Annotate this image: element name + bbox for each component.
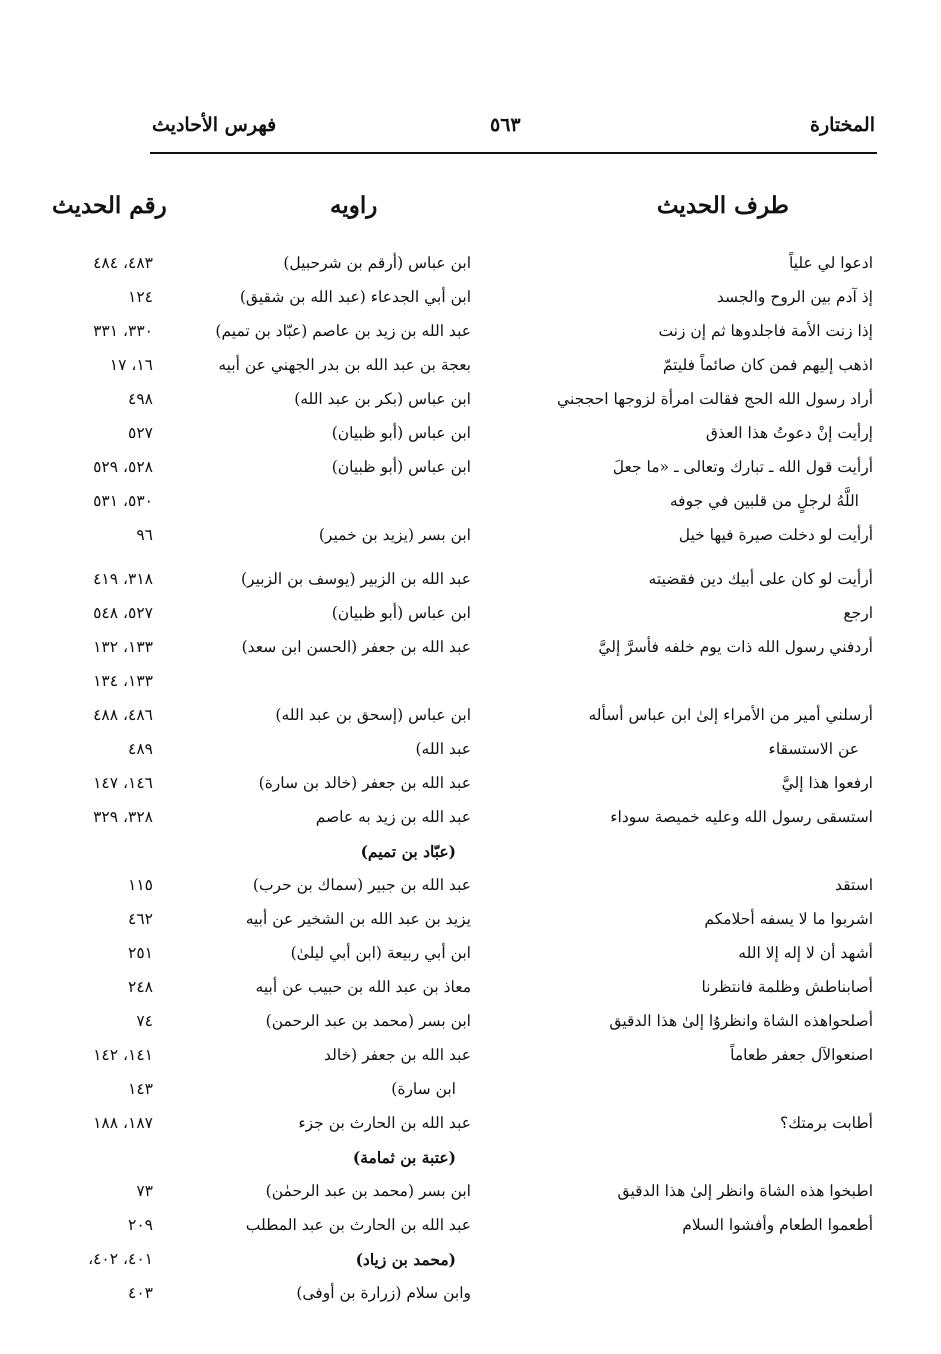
hadith-opening-text: اصنعوالآل جعفر طعاماً: [730, 1046, 873, 1064]
narrator-text: (عتبة بن ثمامة): [352, 1148, 456, 1167]
narrator-text: عبد الله بن زيد بن عاصم (عبّاد بن تميم): [215, 322, 471, 340]
hadith-number: ٤٦٢: [128, 910, 153, 928]
narrator-text: عبد الله): [415, 740, 471, 758]
hadith-number: ٤٨٣، ٤٨٤: [93, 254, 153, 272]
hadith-opening-text: أشهد أن لا إله إلا الله: [738, 944, 873, 962]
hadith-opening-text: أصابناطش وظلمة فانتظرنا: [701, 978, 873, 996]
hadith-number: ٥٢٧: [128, 424, 153, 442]
table-row: [0, 1110, 941, 1144]
hadith-opening-text: أصلحواهذه الشاة وانظرۇا إلىٰ هذا الدقيق: [609, 1012, 873, 1030]
narrator-text: عبد الله بن جعفر (خالد بن سارة): [258, 774, 471, 792]
table-row: [0, 352, 941, 386]
hadith-opening-text: عن الاستسقاء: [768, 740, 859, 758]
hadith-number: ٤٨٩: [128, 740, 153, 758]
narrator-text: ابن عباس (أبو ظبيان): [331, 424, 471, 442]
table-row: [0, 770, 941, 804]
table-row: [0, 600, 941, 634]
hadith-opening-text: اللَّهُ لرجلٍ من قلبين في جوفه: [669, 492, 859, 510]
hadith-opening-text: أرأيت قول الله ـ تبارك وتعالى ـ «ما جعلَ: [612, 458, 873, 476]
hadith-opening-text: ادعوا لي علياً: [788, 254, 873, 272]
hadith-number: ١٢٤: [128, 288, 153, 306]
table-row: [0, 1008, 941, 1042]
table-row: [0, 318, 941, 352]
narrator-text: عبد الله بن زيد به عاصم: [315, 808, 471, 826]
narrator-text: (محمد بن زياد): [355, 1250, 456, 1269]
hadith-opening-text: استسقى رسول الله وعليه خميصة سوداء: [610, 808, 873, 826]
narrator-text: عبد الله بن جبير (سماك بن حرب): [252, 876, 471, 894]
narrator-text: وابن سلام (زرارة بن أوفى): [296, 1284, 471, 1302]
table-row: [0, 668, 941, 702]
hadith-number: ٤٨٦، ٤٨٨: [93, 706, 153, 724]
column-header-hadith: طرف الحديث: [656, 192, 789, 219]
table-row: [0, 702, 941, 736]
table-row: [0, 1042, 941, 1076]
hadith-opening-text: إذا زنت الأمة فاجلدوها ثم إن زنت: [658, 322, 873, 340]
narrator-text: ابن عباس (أبو ظبيان): [331, 458, 471, 476]
column-header-number: رقم الحديث: [52, 192, 167, 219]
narrator-text: عبد الله بن الحارث بن عبد المطلب: [245, 1216, 471, 1234]
hadith-number: ٥٢٨، ٥٢٩: [93, 458, 153, 476]
hadith-opening-text: أردفني رسول الله ذات يوم خلفه فأسرَّ إليَّ: [598, 638, 873, 656]
section-title: فهرس الأحاديث: [152, 114, 277, 136]
table-row: [0, 1246, 941, 1280]
narrator-text: ابن بسر (يزيد بن خمير): [318, 526, 471, 544]
hadith-opening-text: اطبخوا هذه الشاة وانظر إلىٰ هذا الدقيق: [617, 1182, 873, 1200]
hadith-number: ١٤٦، ١٤٧: [93, 774, 153, 792]
narrator-text: ابن بسر (محمد بن عبد الرحمٰن): [265, 1182, 471, 1200]
narrator-text: ابن عباس (أرقم بن شرحبيل): [283, 254, 471, 272]
hadith-number: ٣١٨، ٤١٩: [93, 570, 153, 588]
hadith-opening-text: أرسلني أمير من الأمراء إلىٰ ابن عباس أسأله: [588, 706, 873, 724]
hadith-opening-text: اذهب إليهم فمن كان صائماً فليتمّ: [662, 356, 873, 374]
hadith-number: ٤٠٣: [128, 1284, 153, 1302]
hadith-opening-text: استقد: [835, 876, 873, 894]
table-row: [0, 838, 941, 872]
table-row: [0, 804, 941, 838]
hadith-number: ٢٠٩: [128, 1216, 153, 1234]
narrator-text: عبد الله بن جعفر (الحسن ابن سعد): [241, 638, 471, 656]
narrator-text: يزيد بن عبد الله بن الشخير عن أبيه: [245, 910, 471, 928]
hadith-opening-text: إذ آدم بين الروح والجسد: [716, 288, 873, 306]
hadith-opening-text: أطابت برمتك؟: [780, 1114, 873, 1132]
table-row: [0, 1076, 941, 1110]
hadith-opening-text: ارجع: [843, 604, 873, 622]
table-row: [0, 872, 941, 906]
hadith-number: ٢٤٨: [128, 978, 153, 996]
table-row: [0, 488, 941, 522]
table-row: [0, 522, 941, 556]
hadith-number: ٥٢٧، ٥٤٨: [93, 604, 153, 622]
table-row: [0, 420, 941, 454]
table-row: [0, 634, 941, 668]
table-row: [0, 1144, 941, 1178]
hadith-opening-text: أطعموا الطعام وأفشوا السلام: [682, 1216, 873, 1234]
hadith-number: ٥٣٠، ٥٣١: [93, 492, 153, 510]
narrator-text: ابن بسر (محمد بن عبد الرحمن): [265, 1012, 471, 1030]
column-header-narrator: راويه: [330, 192, 378, 219]
table-row: [0, 386, 941, 420]
hadith-number: ١٣٣، ١٣٢: [93, 638, 153, 656]
table-row: [0, 454, 941, 488]
narrator-text: ابن عباس (إسحق بن عبد الله): [275, 706, 471, 724]
narrator-text: عبد الله بن الزبير (يوسف بن الزبير): [240, 570, 471, 588]
hadith-opening-text: اشربوا ما لا يسفه أحلامكم: [704, 910, 873, 928]
table-row: [0, 1178, 941, 1212]
table-row: [0, 284, 941, 318]
hadith-number: ٣٣٠، ٣٣١: [93, 322, 153, 340]
narrator-text: عبد الله بن الحارث بن جزء: [298, 1114, 471, 1132]
narrator-text: عبد الله بن جعفر (خالد: [323, 1046, 471, 1064]
header-rule: [150, 152, 877, 154]
narrator-text: ابن عباس (أبو ظبيان): [331, 604, 471, 622]
hadith-opening-text: ارفعوا هذا إليَّ: [781, 774, 873, 792]
narrator-text: ابن أبي الجدعاء (عبد الله بن شقيق): [239, 288, 471, 306]
book-title: المختارة: [810, 114, 875, 136]
narrator-text: معاذ بن عبد الله بن حبيب عن أبيه: [255, 978, 471, 996]
narrator-text: بعجة بن عبد الله بن بدر الجهني عن أبيه: [218, 356, 471, 374]
narrator-text: ابن سارة): [391, 1080, 456, 1098]
hadith-number: ١٦، ١٧: [109, 356, 153, 374]
hadith-number: ٧٤: [136, 1012, 153, 1030]
hadith-number: ٤٩٨: [128, 390, 153, 408]
table-row: [0, 906, 941, 940]
table-row: [0, 1212, 941, 1246]
hadith-number: ٤٠١، ٤٠٢،: [88, 1250, 153, 1268]
hadith-opening-text: إرأيت إنْ دعوتُ هذا العذق: [705, 424, 873, 442]
hadith-number: ٣٢٨، ٣٢٩: [93, 808, 153, 826]
hadith-number: ١٤١، ١٤٢: [93, 1046, 153, 1064]
narrator-text: (عبّاد بن تميم): [360, 842, 456, 861]
narrator-text: ابن عباس (بكر بن عبد الله): [294, 390, 471, 408]
hadith-number: ١٤٣: [128, 1080, 153, 1098]
hadith-opening-text: أرأيت لو كان على أبيك دين فقضيته: [648, 570, 873, 588]
table-row: [0, 974, 941, 1008]
hadith-number: ٧٣: [136, 1182, 153, 1200]
table-row: [0, 736, 941, 770]
narrator-text: ابن أبي ربيعة (ابن أبي ليلىٰ): [290, 944, 471, 962]
hadith-number: ٩٦: [136, 526, 153, 544]
table-row: [0, 1280, 941, 1314]
hadith-number: ٢٥١: [128, 944, 153, 962]
hadith-opening-text: أراد رسول الله الحج فقالت امرأة لزوجها احججني: [557, 390, 873, 408]
page-number: ٥٦٣: [490, 114, 521, 136]
hadith-number: ١١٥: [128, 876, 153, 894]
table-row: [0, 250, 941, 284]
hadith-opening-text: أرأيت لو دخلت صيرة فيها خيل: [678, 526, 873, 544]
table-row: [0, 940, 941, 974]
hadith-number: ١٣٣، ١٣٤: [93, 672, 153, 690]
hadith-number: ١٨٧، ١٨٨: [93, 1114, 153, 1132]
table-row: [0, 566, 941, 600]
